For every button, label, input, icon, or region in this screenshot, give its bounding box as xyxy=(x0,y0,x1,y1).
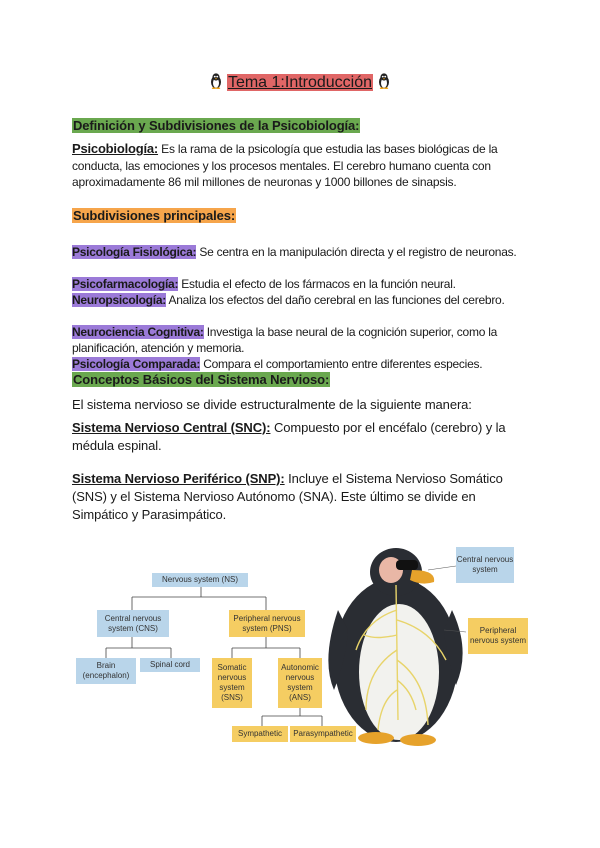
page-title xyxy=(0,73,600,92)
list-item: Psicología Fisiológica: Se centra en la manipulación directa y el registro de neuronas. xyxy=(72,245,517,259)
section-heading-conceptos: Conceptos Básicos del Sistema Nervioso: xyxy=(73,372,330,387)
cns-box: Central nervous system (CNS) xyxy=(97,610,169,637)
list-item: Psicofarmacología: Estudia el efecto de los fármacos en la función neural. xyxy=(72,277,456,291)
ans-box: Autonomic nervous system (ANS) xyxy=(278,658,322,708)
sns-box: Somatic nervous system (SNS) xyxy=(212,658,252,708)
section-heading-subdivisiones: Subdivisiones principales: xyxy=(73,208,236,223)
sympathetic-box: Sympathetic xyxy=(232,726,288,742)
term: Psicobiología: xyxy=(72,141,159,156)
list-item: Neuropsicología: Analiza los efectos del daño cerebral en las funciones del cerebro. xyxy=(72,293,505,307)
definition: Es la rama de la psicología que estudia las bases biológicas de la conducta, las emociones y los procesos mentales. El cerebro humano cuenta con aproximadamente 86 mil millones de neuronas y 1000 billones de sinapsis. xyxy=(72,142,498,189)
pns-box: Peripheral nervous system (PNS) xyxy=(229,610,305,637)
peripheral-nervous-label: Peripheral nervous system xyxy=(468,618,528,654)
psicobiologia-paragraph xyxy=(72,141,532,191)
intro-paragraph: El sistema nervioso se divide estructuralmente de la siguiente manera: xyxy=(72,397,472,412)
ns-box: Nervous system (NS) xyxy=(152,573,248,587)
central-nervous-label: Central nervous system xyxy=(456,547,514,583)
penguin-icon xyxy=(377,73,391,89)
snc-paragraph: Sistema Nervioso Central (SNC): Compuesto por el encéfalo (cerebro) y la médula espinal. xyxy=(72,420,506,453)
parasympathetic-box: Parasympathetic xyxy=(290,726,356,742)
section-heading-definicion: Definición y Subdivisiones de la Psicobiología: xyxy=(73,118,360,133)
brain-box: Brain (encephalon) xyxy=(76,658,136,684)
list-item: Psicología Comparada: Compara el comportamiento entre diferentes especies. xyxy=(72,357,483,371)
penguin-icon xyxy=(209,73,223,89)
snp-paragraph: Sistema Nervioso Periférico (SNP): Incluye el Sistema Nervioso Somático (SNS) y el Sistema Nervioso Autónomo (SNA). Este último se divide en Simpático y Parasimpático. xyxy=(72,471,503,522)
list-item: Neurociencia Cognitiva: Investiga la base neural de la cognición superior, como la planificación, atención y memoria. xyxy=(72,325,498,355)
title-text: Tema 1:Introducción xyxy=(227,74,373,91)
spinal-cord-box: Spinal cord xyxy=(140,658,200,672)
penguin-illustration xyxy=(328,548,466,746)
nervous-system-diagram xyxy=(66,540,546,750)
